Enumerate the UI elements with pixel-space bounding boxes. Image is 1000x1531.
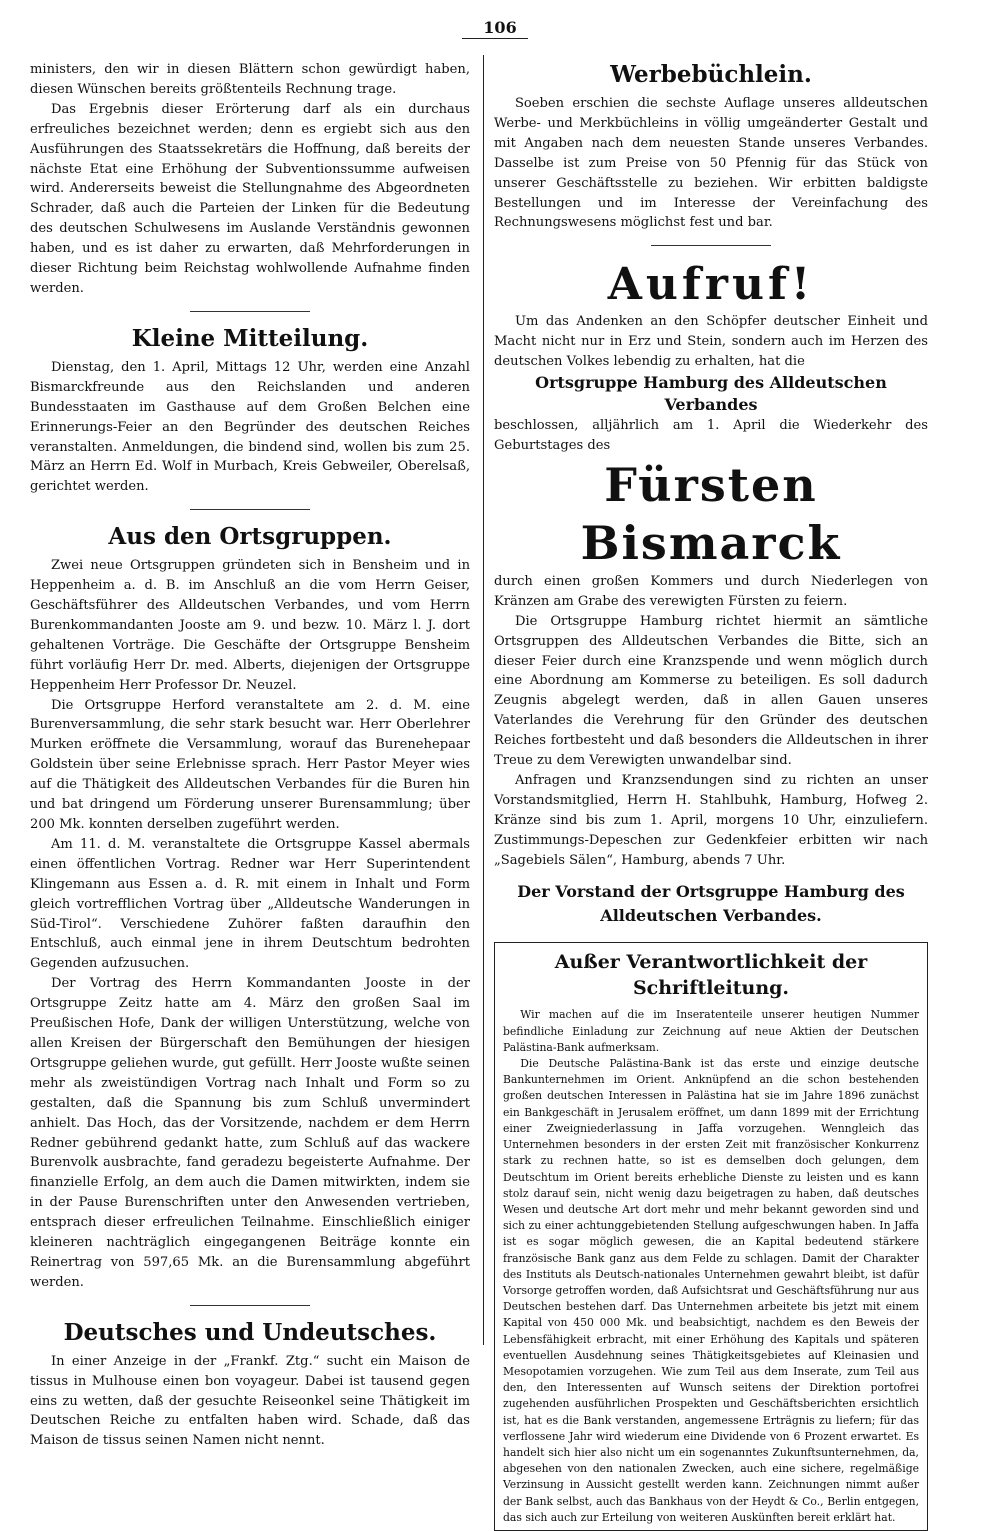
werbebuechlein-heading: Werbebüchlein. xyxy=(610,61,812,88)
aufruf-paragraph-5: Anfragen und Kranzsendungen sind zu richten an unser Vorstandsmitglied, Herrn H. Stahlbuhk, Hamburg, Hofweg 2. Kränze sind bis zum 1. April, morgens 10 Uhr, einzuliefern. Zustimmungs-Depeschen zur Gedenkfeier erbitten wir nach „Sagebiels Sälen“, Hamburg, abends 7 Uhr. xyxy=(494,772,928,868)
intro-paragraph-1: ministers, den wir in diesen Blättern schon gewürdigt haben, diesen Wünschen bereits größtenteils Rechnung trage. xyxy=(30,62,470,97)
page-number: 106 xyxy=(483,18,517,37)
separator xyxy=(190,509,310,510)
aufruf-paragraph-1: Um das Andenken an den Schöpfer deutscher Einheit und Macht nicht nur in Erz und Stein, sondern auch im Herzen des deutschen Volkes lebendig zu erhalten, hat die xyxy=(494,314,928,370)
separator xyxy=(190,311,310,312)
kleine-mitteilung-text: Dienstag, den 1. April, Mittags 12 Uhr, werden eine Anzahl Bismarckfreunde aus den Reichslanden und anderen Bundesstaaten im Gasthause auf dem Großen Belchen eine Erinnerungs-Feier an den Begründer des deutschen Reiches veranstalten. Anmeldungen, die bindend sind, wollen bis zum 25. März an Herrn Ed. Wolf in Murbach, Kreis Gebweiler, Oberelsaß, gerichtet werden. xyxy=(30,359,470,495)
notice-paragraph-2: Die Deutsche Palästina-Bank ist das erste und einzige deutsche Bankunternehmen im Orient. Anknüpfend an die schon bestehenden großen deutschen Interessen in Palästina hat sie im Jahre 1896 zunächst ein Bankgeschäft in Jerusalem eröffnet, um dann 1899 mit der Errichtung einer Zweigniederlassung in Jaffa vorzugehen. Wenngleich das Unternehmen besonders in der ersten Zeit mit französischer Konkurrenz stark zu rechnen hatte, so ist es demselben doch gelungen, dem Deutschtum im Orient bereits erhebliche Dienste zu leisten und es kann stolz darauf sein, nicht wenig dazu beigetragen zu haben, daß deutsches Wesen und deutsche Art dort mehr und mehr bekannt geworden sind und sich zu einer achtunggebietenden Stellung aufgeschwungen haben. In Jaffa ist es sogar möglich gewesen, die an Kapital bedeutend stärkere französische Bank ganz aus dem Felde zu schlagen. Damit der Charakter des Instituts als Deutsch-nationales Unternehmen gewahrt bleibt, ist dafür Vorsorge getroffen worden, daß Aufsichtsrat und Geschäftsführung nur aus Deutschen bestehen darf. Das Unternehmen arbeitete bis jetzt mit einem Kapital von 450 000 Mk. und beabsichtigt, nachdem es den Beweis der Lebensfähigkeit erbracht, mit einer Erhöhung des Kapitals und späteren eventuellen Ausdehnung seines Thätigkeitsgebietes auf Kleinasien und Mesopotamien vorzugehen. Wie zum Teil aus dem Inserate, zum Teil aus den, den Interessenten auf Wunsch seitens der Direktion portofrei zugehenden ausführlichen Prospekten und Geschäftsberichten ersichtlich ist, hat es die Bank verstanden, angemessene Erträgnis zu liefern; für das verflossene Jahr wird wiederum eine Dividende von 6 Prozent erwartet. Es handelt sich hier also nicht um ein sogenanntes Zukunftsunternehmen, da, abgesehen von den nationalen Zwecken, auch eine sichere, regelmäßige Verzinsung in Aussicht gestellt werden kann. Zeichnungen nimmt außer der Bank selbst, auch das Bankhaus von der Heydt & Co., Berlin entgegen, das sich auch zur Erteilung von weiteren Auskünften bereit erklärt hat. xyxy=(503,1057,919,1524)
column-divider xyxy=(483,55,484,1345)
aufruf-paragraph-2: beschlossen, alljährlich am 1. April die Wiederkehr des Geburtstages des xyxy=(494,418,928,453)
header-rule xyxy=(462,38,528,39)
ortsgruppen-paragraph-4: Der Vortrag des Herrn Kommandanten Jooste in der Ortsgruppe Zeitz hatte am 4. März den großen Saal im Preußischen Hofe, Dank der willigen Unterstützung, welche von allen Kreisen der Bürgerschaft den Bemühungen der hiesigen Ortsgruppe geliehen wurde, gut gefüllt. Herr Jooste wußte seinen mehr als zweistündigen Vortrag nach Inhalt und Form so zu gestalten, daß die Spannung bis zum Schluß unvermindert anhielt. Das Hoch, das der Vorsitzende, nachdem er dem Herrn Redner gebührend gedankt hatte, zum Schluß auf das wackere Burenvolk ausbrachte, fand geradezu begeisterte Aufnahme. Der finanzielle Erfolg, an dem auch die Damen mitwirkten, indem sie in der Pause Burenschriften unter den Anwesenden vertrieben, entsprach dieser erfreulichen Teilnahme. Einschließlich einiger kleineren nachträglich eingegangenen Beiträge konnte ein Reinertrag von 597,65 Mk. an die Burensammlung abgeführt werden. xyxy=(30,976,470,1290)
separator xyxy=(190,1305,310,1306)
intro-paragraph-2: Das Ergebnis dieser Erörterung darf als ein durchaus erfreuliches bezeichnet werden; denn es ergiebt sich aus den Ausführungen des Staatssekretärs die Hoffnung, daß bereits der nächste Etat eine Erhöhung der Subventionssumme aufweisen wird. Andererseits beweist die Stellungnahme des Abgeordneten Schrader, daß auch die Parteien der Linken für die Bedeutung des deutschen Schulwesens im Auslande Verständnis gewonnen haben, und es ist daher zu erwarten, daß Mehrforderungen in dieser Richtung beim Reichstag wohlwollende Aufnahme finden werden. xyxy=(30,101,470,296)
notice-paragraph-1: Wir machen auf die im Inseratenteile unserer heutigen Nummer befindliche Einladung zur Zeichnung auf neue Aktien der Deutschen Palästina-Bank aufmerksam. xyxy=(503,1008,919,1054)
werbebuechlein-text: Soeben erschien die sechste Auflage unseres alldeutschen Werbe- und Merkbüchleins in völlig umgeänderter Gestalt und mit Angaben nach dem neuesten Stande unseres Verbandes. Dasselbe ist zum Preise von 50 Pfennig für das Stück von unserer Geschäftsstelle zu beziehen. Wir erbitten baldigste Bestellungen und im Interesse der Vereinfachung des Rechnungswesens möglichst fest und bar. xyxy=(494,96,928,231)
deutsches-text: In einer Anzeige in der „Frankf. Ztg.“ sucht ein Maison de tissus in Mulhouse einen bon voyageur. Dabei ist tausend gegen eins zu wetten, daß der gesuchte Reiseonkel seine Thätigkeit im Deutschen Reiche zu entfalten haben wird. Schade, daß das Maison de tissus seinen Namen nicht nennt. xyxy=(30,1353,470,1449)
deutsches-heading: Deutsches und Undeutsches. xyxy=(63,1318,437,1346)
bismarck-name: Fürsten Bismarck xyxy=(580,457,842,570)
ortsgruppen-paragraph-2: Die Ortsgruppe Herford veranstaltete am 2. d. M. eine Burenversammlung, die sehr stark besucht war. Herr Oberlehrer Murken eröffnete die Versammlung, worauf das Burenehepaar Goldstein über seine Erlebnisse sprach. Herr Pastor Meyer wies auf die Thätigkeit des Alldeutschen Verbandes für die Buren hin und bat dringend um Förderung unserer Burensammlung; über 200 Mk. konnten derselben zugeführt werden. xyxy=(30,697,470,832)
notice-heading: Außer Verantwortlichkeit der Schriftleitung. xyxy=(554,951,868,1000)
ortsgruppen-paragraph-3: Am 11. d. M. veranstaltete die Ortsgruppe Kassel abermals einen öffentlichen Vortrag. Redner war Herr Superintendent Klingemann aus Essen a. d. R. mit einem in Inhalt und Form gleich vortrefflichen Vortrag über „Alldeutsche Wanderungen in Süd-Tirol“. Verschiedene Zuhörer faßten daraufhin den Entschluß, auch einmal jene in ihrem Deutschtum bedrohten Gegenden aufzusuchen. xyxy=(30,836,470,972)
aufruf-organization: Ortsgruppe Hamburg des Alldeutschen Verbandes xyxy=(535,373,887,415)
aufruf-paragraph-3: durch einen großen Kommers und durch Niederlegen von Kränzen am Grabe des verewigten Fürsten zu feiern. xyxy=(494,573,928,609)
kleine-mitteilung-heading: Kleine Mitteilung. xyxy=(131,324,369,352)
separator xyxy=(651,245,771,246)
ortsgruppen-heading: Aus den Ortsgruppen. xyxy=(108,523,392,551)
aufruf-paragraph-4: Die Ortsgruppe Hamburg richtet hiermit an sämtliche Ortsgruppen des Alldeutschen Verbandes die Bitte, sich an dieser Feier durch eine Kranzspende und wenn möglich durch eine Abordnung am Kommerse zu beteiligen. Es soll dadurch Zeugnis abgelegt werden, daß in allen Gauen unseres Vaterlandes die Verehrung für den Gründer des deutschen Reiches fortbesteht und daß besonders die Alldeutschen in ihrer Treue zu dem Verewigten unwandelbar sind. xyxy=(494,613,928,769)
ortsgruppen-paragraph-1: Zwei neue Ortsgruppen gründeten sich in Bensheim und in Heppenheim a. d. B. im Anschluß an die vom Herrn Geiser, Geschäftsführer des Alldeutschen Verbandes, und vom Herrn Burenkommandanten Jooste am 9. und bezw. 10. März l. J. dort gehaltenen Vorträge. Die Geschäfte der Ortsgruppe Bensheim führt vorläufig Herr Dr. med. Alberts, diejenigen der Ortsgruppe Heppenheim Herr Professor Dr. Neuzel. xyxy=(30,558,470,693)
right-column xyxy=(494,60,928,1531)
aufruf-signature: Der Vorstand der Ortsgruppe Hamburg des Alldeutschen Verbandes. xyxy=(517,882,905,926)
aufruf-heading: Aufruf! xyxy=(607,259,815,311)
left-column xyxy=(30,60,470,1451)
notice-box xyxy=(494,942,928,1531)
